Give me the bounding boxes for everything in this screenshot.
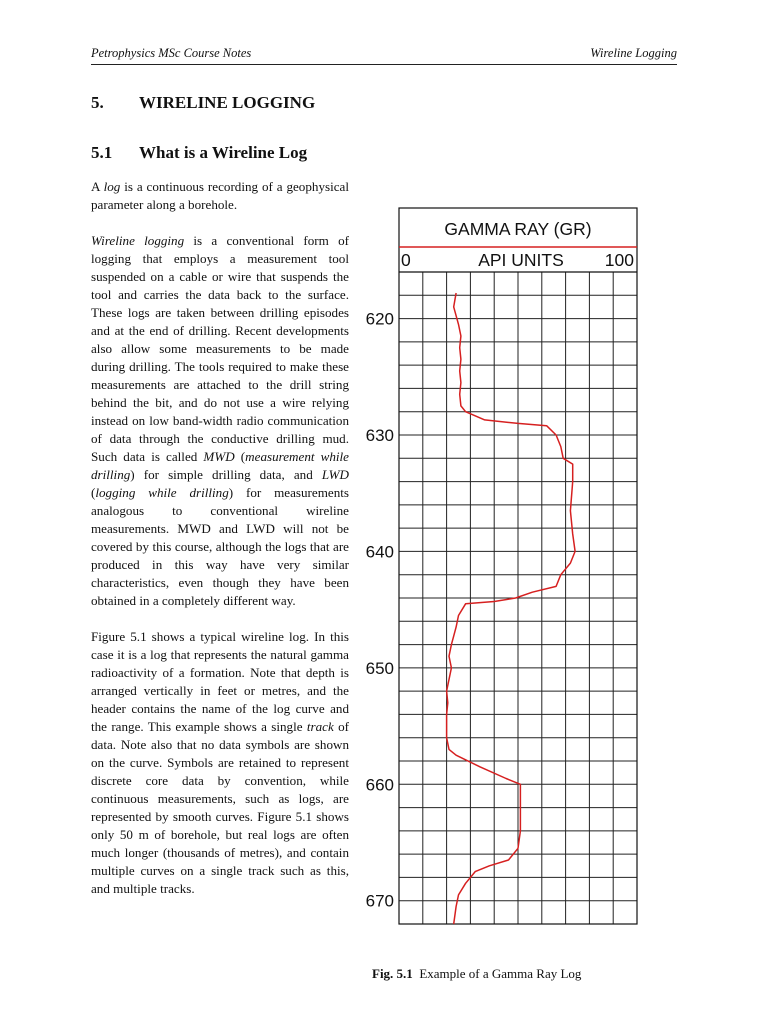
units-label: API UNITS bbox=[478, 250, 564, 270]
paragraph-log-definition: A log is a continuous recording of a geophysical parameter along a borehole. bbox=[91, 179, 349, 212]
chapter-number: 5. bbox=[91, 93, 104, 112]
scale-min-label: 0 bbox=[401, 250, 411, 270]
running-header-chapter: Wireline Logging bbox=[590, 46, 677, 60]
depth-label: 640 bbox=[365, 542, 394, 562]
paragraph-wireline-logging: Wireline logging is a conventional form of logging that employs a measurement tool suspended on a cable or wire that suspends the tool and carries the data back to the surface. These logs are taken between drilling episodes and at the end of drilling. Recent developments also allow some measurements to be made during drilling. The tools required to make these measurements are attached to the drill string behind the bit, and do not use a wire relying instead on low band-width radio communication of data through the conductive drilling mud. Such data is called MWD (measurement while drilling) for simple drilling data, and LWD (logging while drilling) for measurements analogous to conventional wireline measurements. MWD and LWD will not be covered by this course, although the logs that are produced in this way have very similar characteristics, even though they have been obtained in a completely different way. bbox=[91, 233, 350, 608]
running-header-course: Petrophysics MSc Course Notes bbox=[91, 46, 252, 60]
figure-caption bbox=[372, 966, 581, 982]
depth-label: 660 bbox=[365, 775, 394, 795]
figure-caption-text: Example of a Gamma Ray Log bbox=[419, 966, 582, 981]
chapter-heading bbox=[91, 93, 315, 113]
depth-label: 650 bbox=[365, 658, 394, 678]
section-heading bbox=[91, 143, 307, 163]
section-number: 5.1 bbox=[91, 143, 113, 162]
depth-label: 620 bbox=[365, 309, 394, 329]
paragraph-figure-description: Figure 5.1 shows a typical wireline log. In this case it is a log that represents the natural gamma radioactivity of a formation. Note that depth is arranged vertically in feet or metres, and the header contains the name of the log curve and the range. This example shows a single track of data. Note also that no data symbols are shown on the curve. Symbols are retained to represent discrete core data by convention, while continuous measurements, such as logs, are represented by smooth curves. Figure 5.1 shows only 50 m of borehole, but real logs are often much longer (thousands of metres), and contain multiple curves on a single track such as this, and multiple tracks. bbox=[91, 629, 349, 896]
gamma-ray-log-figure bbox=[355, 206, 655, 926]
chapter-title: WIRELINE LOGGING bbox=[139, 93, 316, 112]
header-rule bbox=[91, 64, 677, 65]
scale-max-label: 100 bbox=[604, 250, 634, 270]
figure-caption-label: Fig. 5.1 bbox=[372, 966, 413, 981]
gamma-ray-curve bbox=[447, 293, 575, 924]
depth-label: 630 bbox=[365, 426, 394, 445]
body-text-column bbox=[91, 178, 349, 916]
section-title: What is a Wireline Log bbox=[139, 143, 308, 162]
depth-label: 670 bbox=[365, 891, 394, 911]
curve-name-label: GAMMA RAY (GR) bbox=[444, 219, 592, 239]
gamma-ray-log-chart bbox=[355, 206, 655, 926]
